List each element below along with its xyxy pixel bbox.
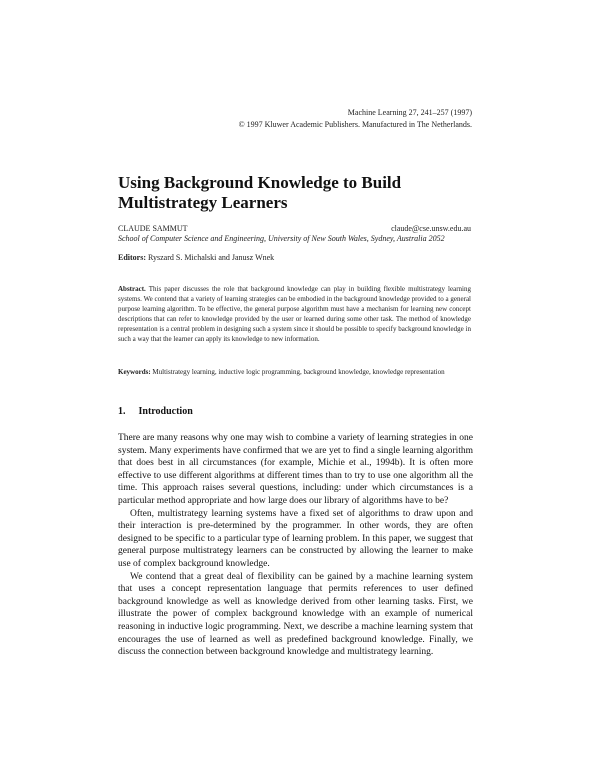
title-line-2: Multistrategy Learners xyxy=(118,193,288,212)
journal-citation: Machine Learning 27, 241–257 (1997) xyxy=(347,108,472,117)
paper-title xyxy=(118,173,488,213)
introduction-body xyxy=(118,432,473,659)
journal-header xyxy=(239,107,472,131)
paragraph: Often, multistrategy learning systems have a fixed set of algorithms to draw upon and their interaction is pre-determined by the programmer. In other words, they are often designed to be specific to a particular type of learning problem. In this paper, we suggest that general purpose multistrategy learners can be constructed by allowing the learner to make use of complex background knowledge. xyxy=(118,508,473,569)
paragraph: There are many reasons why one may wish to combine a variety of learning strategies in one system. Many experiments have confirmed that we are yet to find a single learning algorithm that does best in all circumstances (for example, Michie et al., 1994b). It is often more effective to use different algorithms at different times than to try to use one algorithm all the time. This approach raises several questions, including: under which circumstances is a particular method appropriate and how large does our library of algorithms have to be? xyxy=(118,433,473,506)
keywords-text: Multistrategy learning, inductive logic programming, background knowledge, knowledge representation xyxy=(152,368,445,376)
author-affiliation: School of Computer Science and Engineering, University of New South Wales, Sydney, Australia 2052 xyxy=(118,234,445,243)
section-number: 1. xyxy=(118,406,126,417)
section-heading xyxy=(118,406,193,418)
section-title: Introduction xyxy=(138,406,193,417)
abstract-text: This paper discusses the role that background knowledge can play in building flexible multistrategy learning systems. We contend that a variety of learning strategies can be embodied in the background knowledge provided to a general purpose learning algorithm. To be effective, the general purpose algorithm must have a mechanism for learning new concept descriptions that can refer to knowledge provided by the user or learned during some other task. The method of knowledge representation is a central problem in designing such a system since it should be possible to specify background knowledge in such a way that the learner can apply its knowledge to new information. xyxy=(118,285,471,343)
abstract xyxy=(118,284,471,344)
keywords-label: Keywords: xyxy=(118,368,151,376)
author-name: CLAUDE SAMMUT xyxy=(118,224,188,233)
editors-line xyxy=(118,253,478,263)
author-email: claude@cse.unsw.edu.au xyxy=(391,224,471,233)
paragraph: We contend that a great deal of flexibility can be gained by a machine learning system that uses a concept representation language that permits references to user defined background knowledge as well as knowledge derived from other learning tasks. First, we illustrate the power of complex background knowledge with an example of numerical reasoning in inductive logic programming. Next, we describe a machine learning system that encourages the use of learned as well as predefined background knowledge. Finally, we discuss the connection between background knowledge and multistrategy learning. xyxy=(118,571,473,658)
author-line xyxy=(118,224,471,234)
abstract-label: Abstract. xyxy=(118,285,146,293)
editors-label: Editors: xyxy=(118,253,146,262)
keywords xyxy=(118,367,471,377)
editors-names: Ryszard S. Michalski and Janusz Wnek xyxy=(148,253,275,262)
copyright-notice: © 1997 Kluwer Academic Publishers. Manufactured in The Netherlands. xyxy=(238,120,472,129)
title-line-1: Using Background Knowledge to Build xyxy=(118,173,402,192)
